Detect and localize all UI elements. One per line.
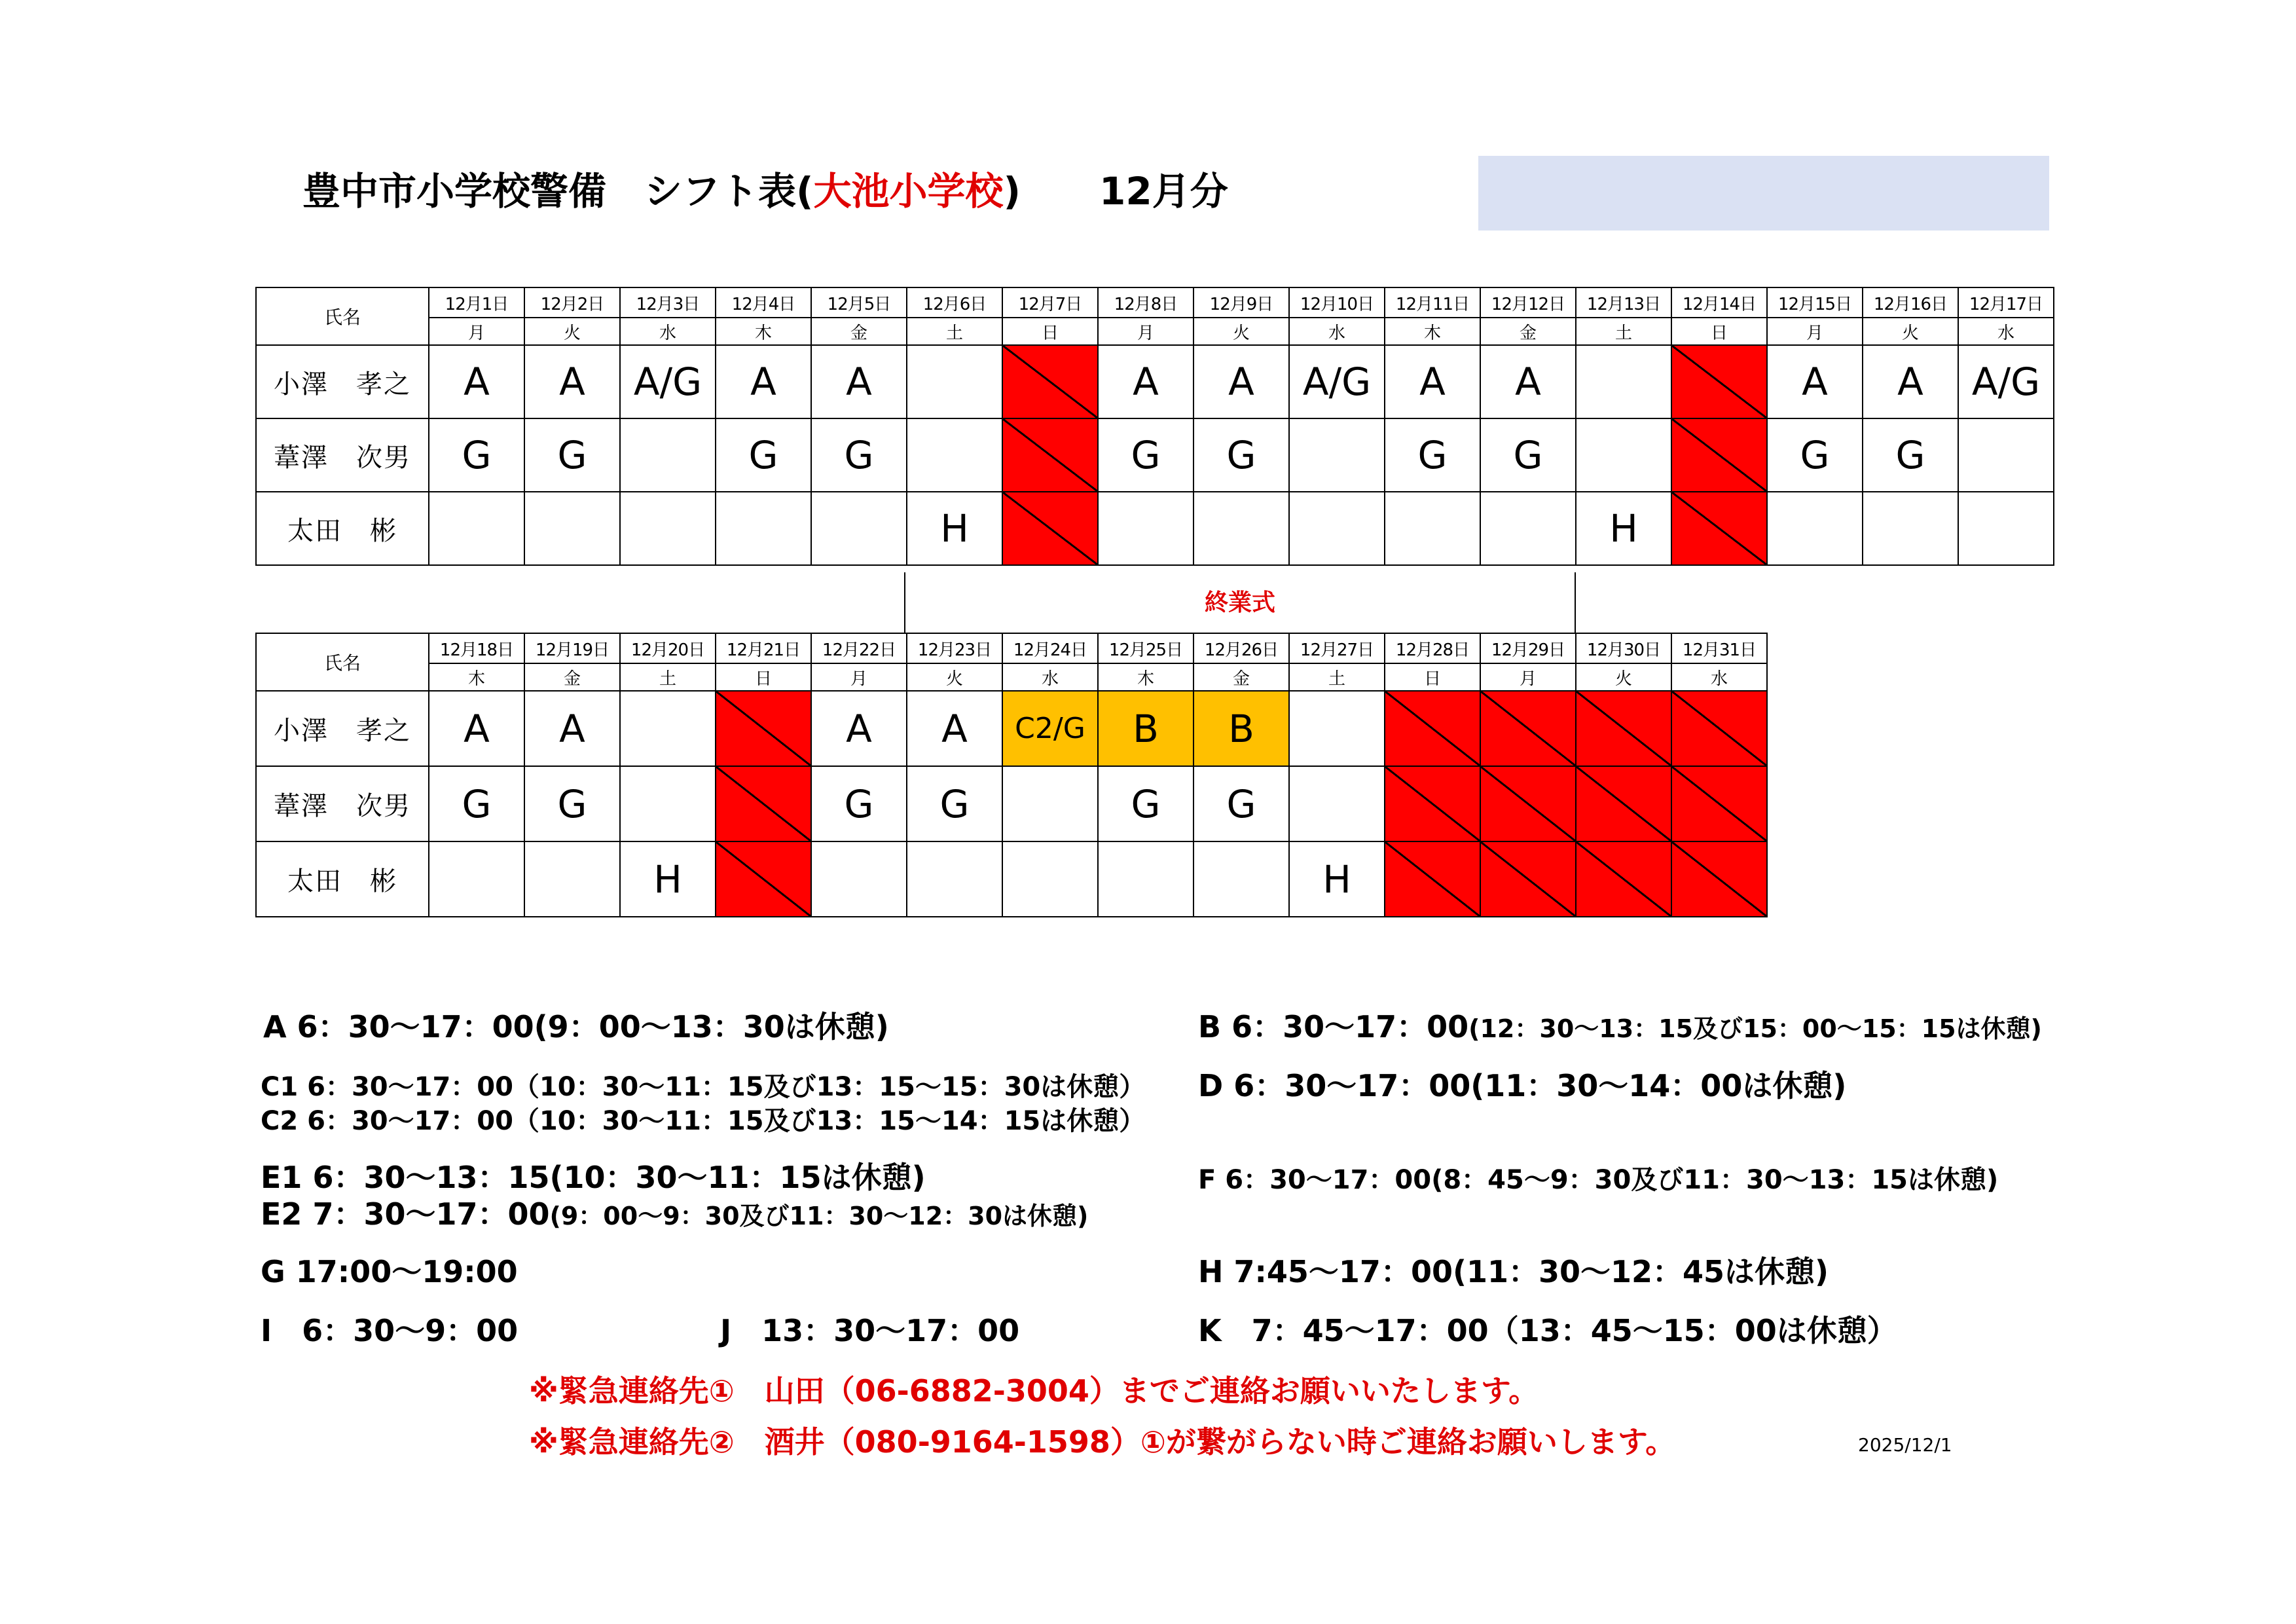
weekday-header: 金: [1194, 663, 1289, 691]
shift-cell-highlighted: C2/G: [1002, 691, 1098, 766]
date-header: 12月20日: [620, 633, 716, 663]
empty-cell: [620, 691, 716, 766]
date-header: 12月19日: [524, 633, 620, 663]
date-header: 12月8日: [1098, 287, 1194, 318]
title-month: 12月分: [1099, 169, 1228, 213]
legend-i: I 6：30～9：00: [261, 1313, 519, 1348]
date-header: 12月29日: [1480, 633, 1576, 663]
weekday-header: 木: [716, 318, 811, 345]
empty-cell: [429, 492, 524, 565]
shift-cell: G: [1480, 418, 1576, 492]
date-header: 12月21日: [716, 633, 811, 663]
shift-cell: A: [716, 345, 811, 418]
shift-cell: A: [429, 345, 524, 418]
shift-cell: G: [524, 418, 620, 492]
empty-cell: [1863, 492, 1958, 565]
empty-cell: [1958, 418, 2054, 492]
day-off-cell: [716, 766, 811, 841]
shift-cell: G: [429, 766, 524, 841]
date-header: 12月7日: [1002, 287, 1098, 318]
weekday-header: 火: [907, 663, 1002, 691]
day-off-cell: [1671, 691, 1767, 766]
shift-cell: H: [620, 841, 716, 917]
weekday-header: 月: [1767, 318, 1863, 345]
date-header: 12月28日: [1385, 633, 1480, 663]
empty-cell: [811, 492, 907, 565]
legend-b: B 6：30～17：00(12：30～13：15及び15：00～15：15は休憩): [1198, 1009, 2042, 1044]
legend-a: A 6：30～17：00(9：00～13：30は休憩): [263, 1009, 889, 1044]
staff-row: [256, 418, 2054, 492]
empty-cell: [1098, 492, 1194, 565]
weekday-header: 火: [1863, 318, 1958, 345]
shift-cell: G: [811, 766, 907, 841]
empty-cell: [716, 492, 811, 565]
shift-cell: G: [811, 418, 907, 492]
shift-cell: A/G: [1958, 345, 2054, 418]
title-suffix: ): [1003, 169, 1021, 213]
legend-d: D 6：30～17：00(11：30～14：00は休憩): [1198, 1068, 1847, 1103]
weekday-header: 火: [1194, 318, 1289, 345]
empty-cell: [1289, 766, 1385, 841]
date-header: 12月31日: [1671, 633, 1767, 663]
empty-cell: [1289, 691, 1385, 766]
weekday-header: 土: [620, 663, 716, 691]
weekday-header: 金: [1480, 318, 1576, 345]
weekday-header: 水: [1002, 663, 1098, 691]
shift-cell: G: [1194, 418, 1289, 492]
weekday-header: 水: [1671, 663, 1767, 691]
day-off-cell: [1576, 766, 1671, 841]
date-header: 12月22日: [811, 633, 907, 663]
empty-cell: [620, 492, 716, 565]
legend-e2: E2 7：30～17：00(9：00～9：30及び11：30～12：30は休憩): [261, 1196, 1089, 1232]
shift-cell: G: [524, 766, 620, 841]
empty-cell: [1767, 492, 1863, 565]
shift-cell: A: [1480, 345, 1576, 418]
shift-cell: G: [1385, 418, 1480, 492]
staff-name: 小澤 孝之: [256, 345, 429, 418]
weekday-header: 水: [1958, 318, 2054, 345]
weekday-header: 月: [811, 663, 907, 691]
empty-cell: [1098, 841, 1194, 917]
shift-cell: A/G: [620, 345, 716, 418]
weekday-header: 木: [1385, 318, 1480, 345]
legend-f: F 6：30～17：00(8：45～9：30及び11：30～13：15は休憩): [1198, 1165, 1999, 1195]
date-header: 12月9日: [1194, 287, 1289, 318]
shift-cell: A: [524, 691, 620, 766]
legend-c2: C2 6：30～17：00（10：30～11：15及び13：15～14：15は休憩）: [261, 1106, 1146, 1136]
staff-name: 小澤 孝之: [256, 691, 429, 766]
schedule-table-1: [255, 287, 2054, 566]
empty-cell: [1289, 492, 1385, 565]
day-off-cell: [1480, 766, 1576, 841]
shift-cell: H: [1289, 841, 1385, 917]
date-header: 12月14日: [1671, 287, 1767, 318]
staff-name: 葦澤 次男: [256, 418, 429, 492]
shift-cell: A: [1385, 345, 1480, 418]
empty-cell: [1002, 841, 1098, 917]
weekday-header: 火: [524, 318, 620, 345]
shift-cell: H: [907, 492, 1002, 565]
day-off-cell: [1002, 345, 1098, 418]
shift-cell: G: [907, 766, 1002, 841]
weekday-header: 土: [907, 318, 1002, 345]
shift-cell: H: [1576, 492, 1671, 565]
empty-cell: [1385, 492, 1480, 565]
legend-j: J 13：30～17：00: [720, 1313, 1020, 1348]
day-off-cell: [1576, 691, 1671, 766]
name-header: 氏名: [256, 287, 429, 345]
day-off-cell: [716, 841, 811, 917]
school-name: 大池小学校: [813, 169, 1004, 213]
date-header: 12月2日: [524, 287, 620, 318]
day-off-cell: [1385, 766, 1480, 841]
empty-cell: [1958, 492, 2054, 565]
date-header: 12月23日: [907, 633, 1002, 663]
day-off-cell: [1002, 492, 1098, 565]
staff-row: [256, 492, 2054, 565]
date-header: 12月17日: [1958, 287, 2054, 318]
weekday-header: 水: [620, 318, 716, 345]
date-header: 12月25日: [1098, 633, 1194, 663]
empty-cell: [811, 841, 907, 917]
date-header: 12月6日: [907, 287, 1002, 318]
shift-cell: A: [429, 691, 524, 766]
shift-cell: G: [429, 418, 524, 492]
shift-cell: G: [1098, 418, 1194, 492]
staff-row: [256, 766, 1767, 841]
shift-cell: G: [1098, 766, 1194, 841]
staff-row: [256, 345, 2054, 418]
day-off-cell: [1385, 841, 1480, 917]
date-header: 12月18日: [429, 633, 524, 663]
day-off-cell: [1671, 492, 1767, 565]
shift-cell: A: [811, 345, 907, 418]
date-stamp: 2025/12/1: [1858, 1434, 1952, 1456]
header-box: [1478, 156, 2049, 231]
date-header: 12月4日: [716, 287, 811, 318]
empty-cell: [1002, 766, 1098, 841]
staff-name: 太田 彬: [256, 841, 429, 917]
shift-cell: G: [716, 418, 811, 492]
weekday-header: 水: [1289, 318, 1385, 345]
empty-cell: [620, 766, 716, 841]
day-off-cell: [1671, 841, 1767, 917]
weekday-header: 木: [1098, 663, 1194, 691]
shift-cell: A: [1767, 345, 1863, 418]
staff-row: [256, 841, 1767, 917]
empty-cell: [907, 345, 1002, 418]
weekday-header: 金: [811, 318, 907, 345]
date-header: 12月24日: [1002, 633, 1098, 663]
weekday-header: 月: [1098, 318, 1194, 345]
shift-cell-highlighted: B: [1098, 691, 1194, 766]
name-header: 氏名: [256, 633, 429, 691]
shift-cell: A: [1098, 345, 1194, 418]
legend-e1: E1 6：30～13：15(10：30～11：15は休憩): [261, 1160, 926, 1195]
date-header: 12月10日: [1289, 287, 1385, 318]
shift-cell: G: [1863, 418, 1958, 492]
empty-cell: [620, 418, 716, 492]
legend-g: G 17:00～19:00: [261, 1254, 518, 1289]
shift-cell: A: [1863, 345, 1958, 418]
day-off-cell: [716, 691, 811, 766]
page-title: [302, 165, 1228, 217]
weekday-header: 土: [1576, 318, 1671, 345]
empty-cell: [429, 841, 524, 917]
weekday-header: 火: [1576, 663, 1671, 691]
day-off-cell: [1480, 691, 1576, 766]
empty-cell: [1576, 345, 1671, 418]
date-header: 12月16日: [1863, 287, 1958, 318]
weekday-header: 土: [1289, 663, 1385, 691]
legend-c1: C1 6：30～17：00（10：30～11：15及び13：15～15：30は休憩）: [261, 1072, 1146, 1102]
shift-cell-highlighted: B: [1194, 691, 1289, 766]
day-off-cell: [1671, 418, 1767, 492]
day-off-cell: [1385, 691, 1480, 766]
empty-cell: [907, 418, 1002, 492]
shift-cell: A: [1194, 345, 1289, 418]
date-header: 12月13日: [1576, 287, 1671, 318]
empty-cell: [524, 492, 620, 565]
weekday-header: 金: [524, 663, 620, 691]
weekday-header: 日: [1671, 318, 1767, 345]
weekday-header: 日: [716, 663, 811, 691]
day-off-cell: [1671, 766, 1767, 841]
weekday-header: 月: [429, 318, 524, 345]
date-header: 12月1日: [429, 287, 524, 318]
shift-cell: A/G: [1289, 345, 1385, 418]
date-header: 12月30日: [1576, 633, 1671, 663]
shift-cell: A: [811, 691, 907, 766]
empty-cell: [907, 841, 1002, 917]
date-header: 12月15日: [1767, 287, 1863, 318]
shift-cell: A: [524, 345, 620, 418]
date-header: 12月3日: [620, 287, 716, 318]
title-prefix: 豊中市小学校警備 シフト表(: [302, 169, 814, 213]
emergency-contact-1: ※緊急連絡先① 山田（06-6882-3004）までご連絡お願いいたします。: [529, 1373, 1539, 1409]
date-header: 12月11日: [1385, 287, 1480, 318]
staff-row: [256, 691, 1767, 766]
day-off-cell: [1671, 345, 1767, 418]
empty-cell: [1194, 841, 1289, 917]
empty-cell: [1576, 418, 1671, 492]
date-header: 12月5日: [811, 287, 907, 318]
shift-cell: A: [907, 691, 1002, 766]
date-header: 12月26日: [1194, 633, 1289, 663]
weekday-header: 日: [1385, 663, 1480, 691]
weekday-header: 月: [1480, 663, 1576, 691]
empty-cell: [1480, 492, 1576, 565]
legend-h: H 7:45～17：00(11：30～12：45は休憩): [1198, 1254, 1829, 1289]
empty-cell: [1289, 418, 1385, 492]
staff-name: 葦澤 次男: [256, 766, 429, 841]
shift-cell: G: [1767, 418, 1863, 492]
shift-cell: G: [1194, 766, 1289, 841]
staff-name: 太田 彬: [256, 492, 429, 565]
empty-cell: [524, 841, 620, 917]
day-off-cell: [1002, 418, 1098, 492]
emergency-contact-2: ※緊急連絡先② 酒井（080-9164-1598）①が繋がらない時ご連絡お願いします。: [529, 1424, 1676, 1460]
day-off-cell: [1576, 841, 1671, 917]
day-off-cell: [1480, 841, 1576, 917]
weekday-header: 日: [1002, 318, 1098, 345]
date-header: 12月27日: [1289, 633, 1385, 663]
date-header: 12月12日: [1480, 287, 1576, 318]
schedule-table-2: [255, 633, 1768, 917]
event-label: 終業式: [1204, 589, 1275, 616]
legend-k: K 7：45～17：00（13：45～15：00は休憩）: [1198, 1313, 1897, 1348]
empty-cell: [1194, 492, 1289, 565]
weekday-header: 木: [429, 663, 524, 691]
